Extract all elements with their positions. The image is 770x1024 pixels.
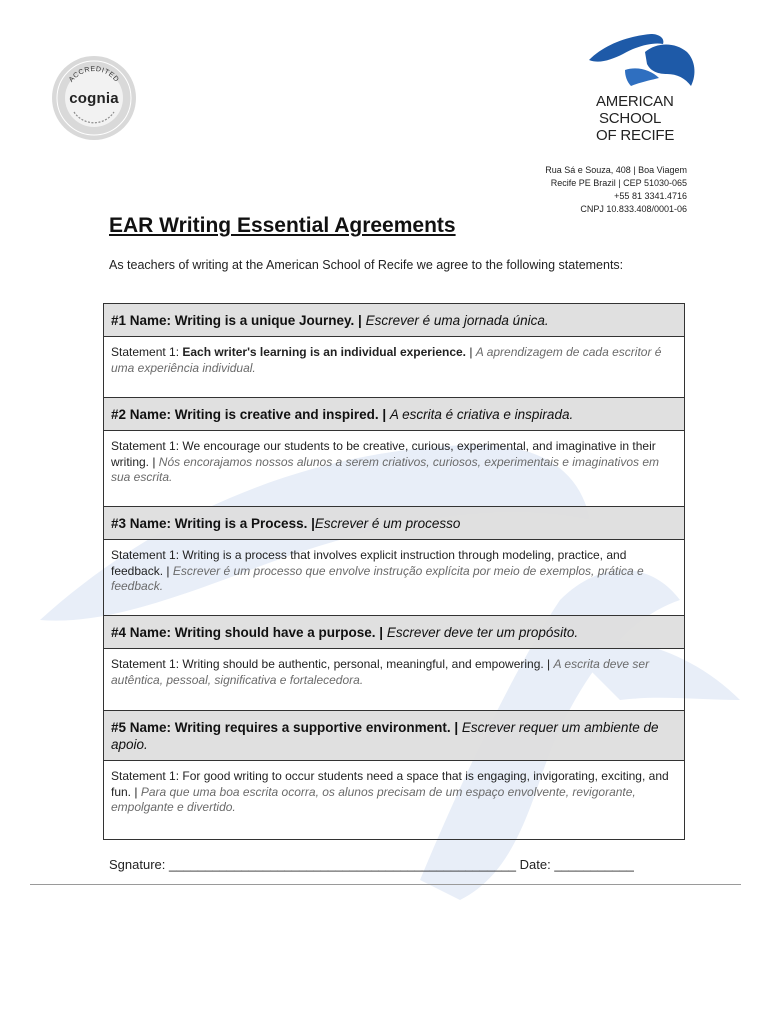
statement-pt: A aprendizagem de cada escritor é uma experiência individual. [111,345,662,375]
agreement-name: #3 Name: Writing is a Process. | [111,516,315,531]
statement-text: | [466,345,476,359]
statement-pt: A escrita deve ser autêntica, pessoal, significativa e fortalecedora. [111,657,650,687]
address-line: Recife PE Brazil | CEP 51030-065 [550,178,687,188]
agreement-statement [104,337,684,398]
agreement-5 [104,711,684,839]
statement-text: We encourage our students to be creative, curious, experimental, and imaginative in their writing. | [111,439,656,469]
agreement-statement [104,649,684,711]
agreement-name-pt: Escrever requer um ambiente de apoio. [111,720,659,752]
agreement-header [104,507,684,540]
statement-lead: Statement 1: [111,345,183,359]
agreement-3 [104,507,684,616]
statement-pt: Para que uma boa escrita ocorra, os alunos precisam de um espaço envolvente, revigorante, empolgante e divertido. [111,784,636,814]
agreement-header [104,711,684,761]
school-name-line: OF RECIFE [596,127,675,144]
date-label: Date: [516,857,555,872]
school-name-line: AMERICAN [596,93,674,110]
agreements-table [103,303,685,840]
statement-lead: Statement 1: [111,439,183,453]
agreement-name: #4 Name: Writing should have a purpose. | [111,625,387,640]
document-title: EAR Writing Essential Agreements [109,214,456,237]
address-line: Rua Sá e Souza, 408 | Boa Viagem [545,165,687,175]
agreement-name: #5 Name: Writing requires a supportive environment. | [111,720,462,735]
statement-bold: Each writer's learning is an individual experience. [182,345,466,359]
agreement-header [104,616,684,649]
phone-line: +55 81 3341.4716 [614,191,687,201]
statement-pt: Nós encorajamos nossos alunos a serem criativos, curiosos, experimentais e imaginativos em sua escrita. [111,454,660,484]
statement-text: Writing is a process that involves explicit instruction through modeling, practice, and feedback. | [111,548,627,578]
intro-paragraph: As teachers of writing at the American School of Recife we agree to the following statements: [109,258,624,272]
seal-wordmark: cognia [69,90,119,107]
cnpj-line: CNPJ 10.833.408/0001-06 [580,204,687,214]
signature-label: Sgnature: [109,857,169,872]
school-name-line: SCHOOL [599,110,662,127]
agreement-name: #2 Name: Writing is creative and inspired. | [111,407,390,422]
school-address [470,164,687,216]
signature-line [109,857,634,872]
statement-lead: Statement 1: [111,769,183,783]
agreement-statement [104,540,684,616]
statement-lead: Statement 1: [111,548,183,562]
statement-text: For good writing to occur students need a space that is engaging, invigorating, exciting, and fun. | [111,769,669,799]
agreement-name-pt: Escrever é uma jornada única. [365,313,549,328]
agreement-header [104,398,684,431]
agreement-2 [104,398,684,507]
statement-lead: Statement 1: [111,657,183,671]
accreditation-seal [50,54,138,142]
agreement-4 [104,616,684,711]
agreement-name-pt: Escrever é um processo [314,516,461,531]
signature-field[interactable]: ________________________________________________ [169,857,517,872]
seal-top-text: ACCREDITED [68,65,120,84]
agreement-header [104,304,684,337]
agreement-name: #1 Name: Writing is a unique Journey. | [111,313,366,328]
date-field[interactable]: ___________ [554,857,634,872]
agreement-statement [104,761,684,839]
agreement-1 [104,304,684,398]
statement-text: Writing should be authentic, personal, meaningful, and empowering. | [182,657,554,671]
school-name [596,93,706,144]
footer-divider [30,884,741,885]
agreement-statement [104,431,684,507]
agreement-name-pt: Escrever deve ter um propósito. [386,625,579,640]
statement-pt: Escrever é um processo que envolve instrução explícita por meio de exemplos, prática e feedback. [111,563,644,593]
agreement-name-pt: A escrita é criativa e inspirada. [389,407,574,422]
